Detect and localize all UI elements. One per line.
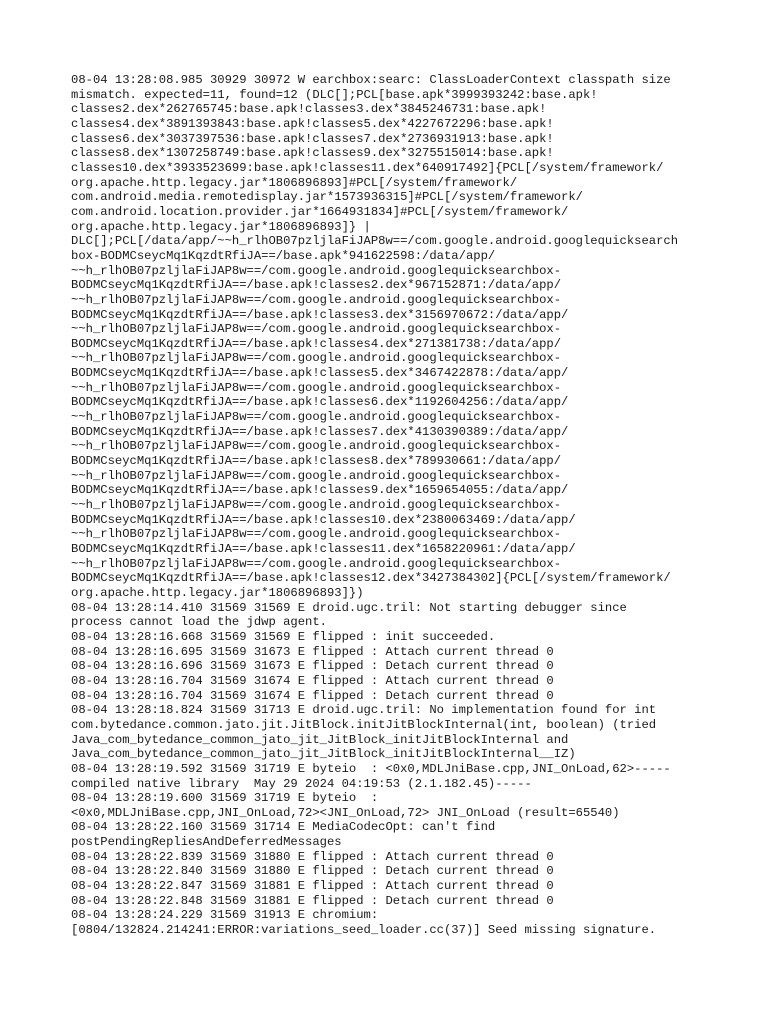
- log-line: 08-04 13:28:08.985 30929 30972 W earchbox:searc: ClassLoaderContext classpath size: [71, 73, 671, 87]
- log-line: ~~h_rlhOB07pzljlaFiJAP8w==/com.google.android.googlequicksearchbox-: [71, 556, 562, 571]
- log-line: DLC[];PCL[/data/app/~~h_rlhOB07pzljlaFiJAP8w==/com.google.android.googlequicksearch: [71, 234, 679, 249]
- log-line: BODMCseycMq1KqzdtRfiJA==/base.apk!classes8.dex*789930661:/data/app/: [71, 454, 562, 469]
- log-line: ~~h_rlhOB07pzljlaFiJAP8w==/com.google.android.googlequicksearchbox-: [71, 322, 562, 337]
- log-line: ~~h_rlhOB07pzljlaFiJAP8w==/com.google.android.googlequicksearchbox-: [71, 439, 562, 454]
- log-line: compiled native library May 29 2024 04:19:53 (2.1.182.45)-----: [71, 776, 532, 791]
- log-line: mismatch. expected=11, found=12 (DLC[];PCL[base.apk*3999393242:base.apk!: [71, 87, 598, 102]
- log-line: classes8.dex*1307258749:base.apk!classes9.dex*3275515014:base.apk!: [71, 146, 554, 161]
- log-line: com.bytedance.common.jato.jit.JitBlock.initJitBlockInternal(int, boolean) (tried: [71, 717, 657, 732]
- log-line: com.android.media.remotedisplay.jar*1573936315]#PCL[/system/framework/: [71, 190, 583, 205]
- log-line: BODMCseycMq1KqzdtRfiJA==/base.apk!classes11.dex*1658220961:/data/app/: [71, 542, 576, 556]
- log-line: classes4.dex*3891393843:base.apk!classes5.dex*4227672296:base.apk!: [71, 116, 554, 131]
- log-line: 08-04 13:28:19.600 31569 31719 E byteio :: [71, 791, 379, 806]
- log-line: postPendingRepliesAndDeferredMessages: [71, 835, 342, 850]
- log-line: 08-04 13:28:19.592 31569 31719 E byteio : <0x0,MDLJniBase.cpp,JNI_OnLoad,62>-----: [71, 761, 671, 776]
- log-line: 08-04 13:28:22.847 31569 31881 E flipped : Attach current thread 0: [71, 879, 554, 894]
- log-line: classes10.dex*3933523699:base.apk!classes11.dex*640917492]{PCL[/system/framework/: [71, 160, 664, 175]
- log-line: 08-04 13:28:22.848 31569 31881 E flipped : Detach current thread 0: [71, 893, 554, 908]
- log-line: ~~h_rlhOB07pzljlaFiJAP8w==/com.google.android.googlequicksearchbox-: [71, 498, 562, 513]
- log-line: 08-04 13:28:16.695 31569 31673 E flipped : Attach current thread 0: [71, 644, 554, 659]
- log-line: org.apache.http.legacy.jar*1806896893]#PCL[/system/framework/: [71, 175, 518, 190]
- log-line: ~~h_rlhOB07pzljlaFiJAP8w==/com.google.android.googlequicksearchbox-: [71, 527, 562, 542]
- log-line: 08-04 13:28:16.704 31569 31674 E flipped : Attach current thread 0: [71, 673, 554, 688]
- log-line: BODMCseycMq1KqzdtRfiJA==/base.apk!classes2.dex*967152871:/data/app/: [71, 278, 562, 293]
- log-line: 08-04 13:28:18.824 31569 31713 E droid.ugc.tril: No implementation found for int: [71, 703, 657, 718]
- log-line: BODMCseycMq1KqzdtRfiJA==/base.apk!classes7.dex*4130390389:/data/app/: [71, 424, 569, 439]
- log-line: ~~h_rlhOB07pzljlaFiJAP8w==/com.google.android.googlequicksearchbox-: [71, 292, 562, 307]
- log-line: BODMCseycMq1KqzdtRfiJA==/base.apk!classes3.dex*3156970672:/data/app/: [71, 307, 569, 322]
- log-line: BODMCseycMq1KqzdtRfiJA==/base.apk!classes9.dex*1659654055:/data/app/: [71, 483, 569, 498]
- log-line: 08-04 13:28:24.229 31569 31913 E chromium:: [71, 908, 379, 923]
- log-line: 08-04 13:28:16.704 31569 31674 E flipped : Detach current thread 0: [71, 688, 554, 703]
- log-line: process cannot load the jdwp agent.: [71, 615, 327, 630]
- log-line: BODMCseycMq1KqzdtRfiJA==/base.apk!classes10.dex*2380063469:/data/app/: [71, 512, 576, 527]
- log-line: BODMCseycMq1KqzdtRfiJA==/base.apk!classes4.dex*271381738:/data/app/: [71, 336, 562, 351]
- log-line: 08-04 13:28:16.668 31569 31569 E flipped : init succeeded.: [71, 629, 496, 644]
- log-line: com.android.location.provider.jar*1664931834]#PCL[/system/framework/: [71, 204, 569, 219]
- log-line: org.apache.http.legacy.jar*1806896893]} |: [71, 219, 371, 234]
- log-line: ~~h_rlhOB07pzljlaFiJAP8w==/com.google.android.googlequicksearchbox-: [71, 410, 562, 425]
- log-line: ~~h_rlhOB07pzljlaFiJAP8w==/com.google.android.googlequicksearchbox-: [71, 380, 562, 395]
- log-line: 08-04 13:28:16.696 31569 31673 E flipped : Detach current thread 0: [71, 659, 554, 674]
- log-line: BODMCseycMq1KqzdtRfiJA==/base.apk!classes6.dex*1192604256:/data/app/: [71, 395, 569, 410]
- log-line: classes6.dex*3037397536:base.apk!classes7.dex*2736931913:base.apk!: [71, 131, 554, 146]
- log-line: BODMCseycMq1KqzdtRfiJA==/base.apk!classes12.dex*3427384302]{PCL[/system/framework/: [71, 571, 671, 586]
- log-line: Java_com_bytedance_common_jato_jit_JitBlock_initJitBlockInternal__IZ): [71, 747, 576, 762]
- log-line: ~~h_rlhOB07pzljlaFiJAP8w==/com.google.android.googlequicksearchbox-: [71, 351, 562, 366]
- log-text-block: [71, 73, 761, 938]
- log-line: <0x0,MDLJniBase.cpp,JNI_OnLoad,72><JNI_OnLoad,72> JNI_OnLoad (result=65540): [71, 805, 620, 820]
- log-line: classes2.dex*262765745:base.apk!classes3.dex*3845246731:base.apk!: [71, 102, 547, 117]
- log-line: Java_com_bytedance_common_jato_jit_JitBlock_initJitBlockInternal and: [71, 732, 569, 747]
- log-line: ~~h_rlhOB07pzljlaFiJAP8w==/com.google.android.googlequicksearchbox-: [71, 468, 562, 483]
- log-line: [0804/132824.214241:ERROR:variations_seed_loader.cc(37)] Seed missing signature.: [71, 923, 657, 938]
- log-line: BODMCseycMq1KqzdtRfiJA==/base.apk!classes5.dex*3467422878:/data/app/: [71, 366, 569, 381]
- log-line: org.apache.http.legacy.jar*1806896893]}): [71, 585, 364, 600]
- log-line: ~~h_rlhOB07pzljlaFiJAP8w==/com.google.android.googlequicksearchbox-: [71, 263, 562, 278]
- log-line: 08-04 13:28:22.160 31569 31714 E MediaCodecOpt: can't find: [71, 820, 496, 835]
- log-line: box-BODMCseycMq1KqzdtRfiJA==/base.apk*941622598:/data/app/: [71, 248, 496, 263]
- log-line: 08-04 13:28:14.410 31569 31569 E droid.ugc.tril: Not starting debugger since: [71, 600, 627, 615]
- log-line: 08-04 13:28:22.839 31569 31880 E flipped : Attach current thread 0: [71, 849, 554, 864]
- log-line: 08-04 13:28:22.840 31569 31880 E flipped : Detach current thread 0: [71, 864, 554, 879]
